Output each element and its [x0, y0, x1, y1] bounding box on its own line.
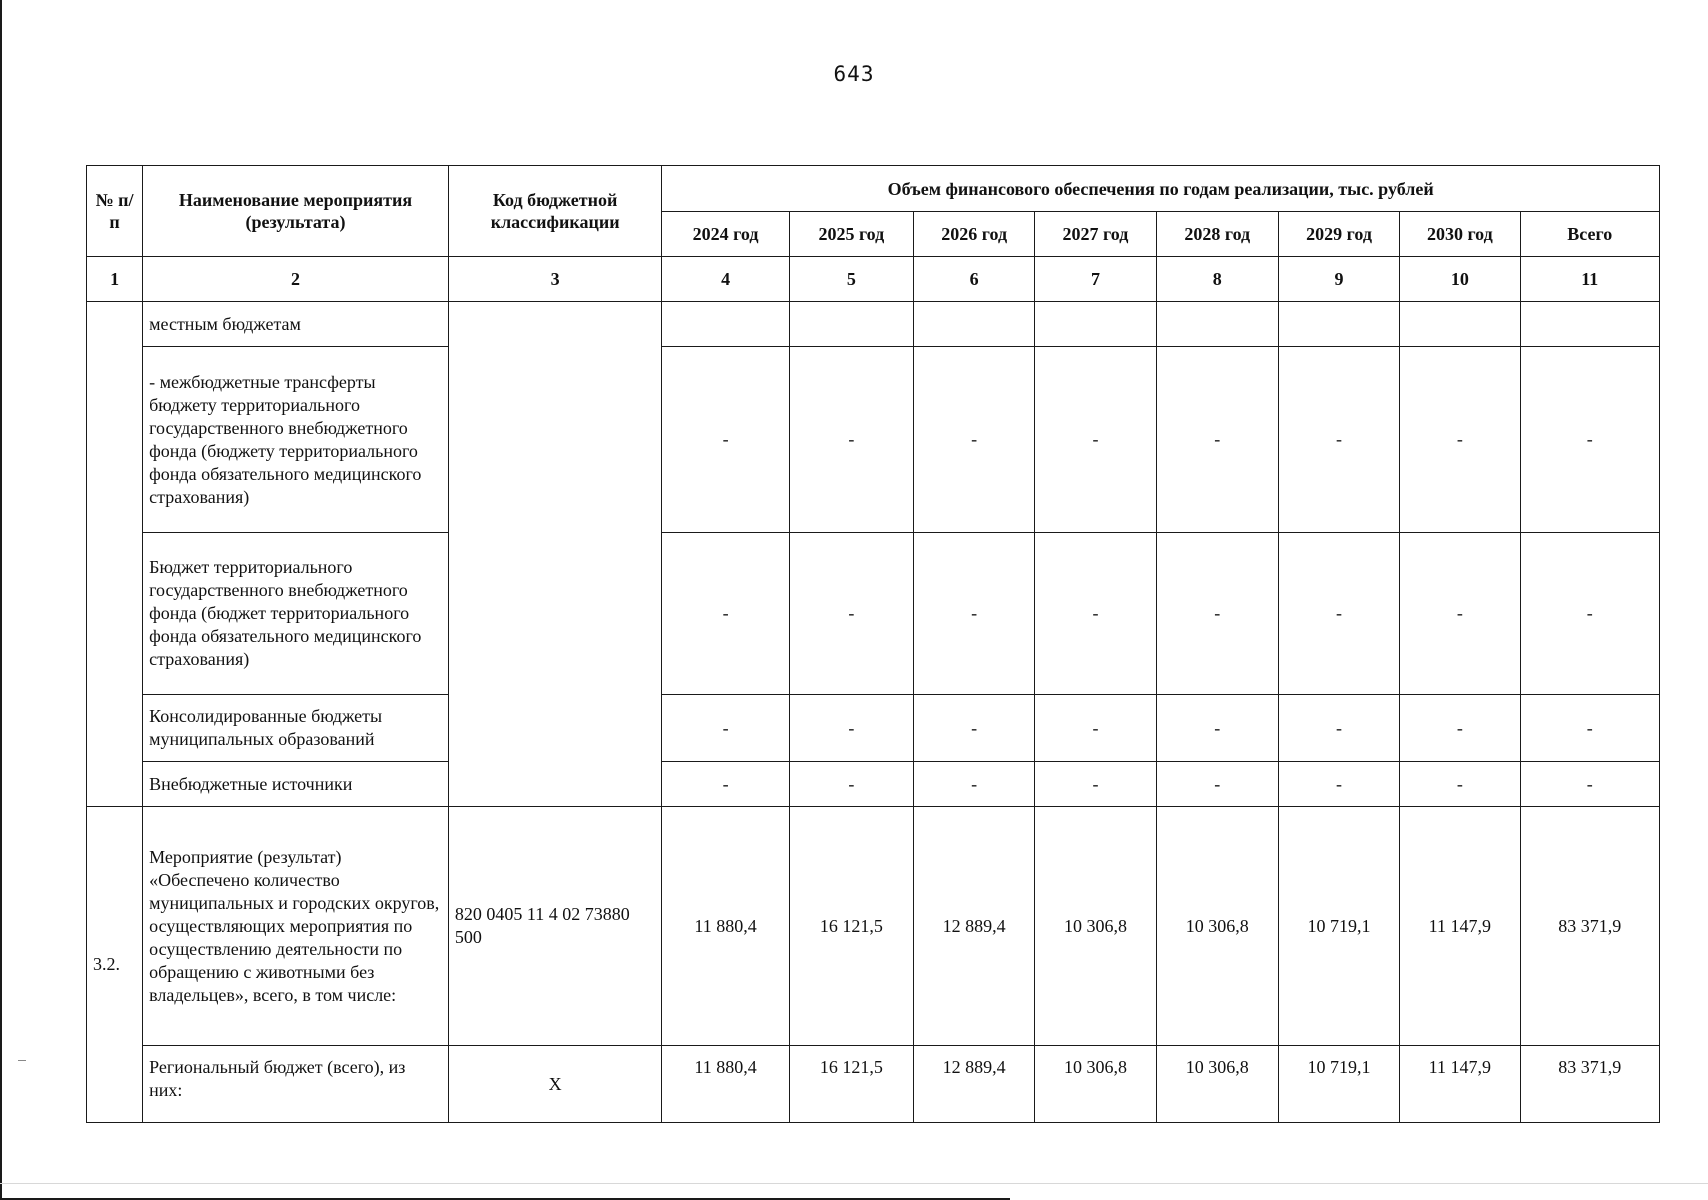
value-cell: -	[1278, 695, 1399, 762]
header-total: Всего	[1520, 212, 1660, 257]
header-year-2030: 2030 год	[1400, 212, 1520, 257]
value-cell: -	[1520, 762, 1660, 807]
value-cell	[1278, 302, 1399, 347]
column-index: 10	[1400, 257, 1520, 302]
table-row	[87, 302, 1660, 347]
row-code: 820 0405 11 4 02 73880 500	[448, 807, 662, 1046]
value-cell: -	[789, 695, 913, 762]
header-year-2029: 2029 год	[1278, 212, 1399, 257]
value-cell	[1400, 302, 1520, 347]
value-cell: -	[914, 347, 1035, 533]
value-cell: 83 371,9	[1520, 807, 1660, 1046]
value-cell	[1035, 302, 1156, 347]
header-year-2026: 2026 год	[914, 212, 1035, 257]
value-cell: -	[1035, 533, 1156, 695]
page-number: 643	[833, 62, 875, 86]
value-cell: -	[1035, 762, 1156, 807]
value-cell: 10 719,1	[1278, 807, 1399, 1046]
header-code: Код бюджетной классификации	[448, 166, 662, 257]
value-cell: 83 371,9	[1520, 1046, 1660, 1123]
value-cell: 12 889,4	[914, 1046, 1035, 1123]
budget-table	[86, 165, 1660, 1123]
column-index: 4	[662, 257, 789, 302]
header-year-2024: 2024 год	[662, 212, 789, 257]
value-cell: -	[662, 533, 789, 695]
row-code: X	[448, 1046, 662, 1123]
value-cell: -	[1400, 695, 1520, 762]
column-index: 2	[143, 257, 449, 302]
column-index: 11	[1520, 257, 1660, 302]
table-row	[87, 762, 1660, 807]
column-index: 6	[914, 257, 1035, 302]
row-name: Мероприятие (результат) «Обеспечено количество муниципальных и городских округов, осуществляющих мероприятия по осуществлению деятельности по обращению с животными без владельцев», всего, в том числе:	[143, 807, 449, 1046]
value-cell: -	[1520, 347, 1660, 533]
value-cell: -	[1278, 347, 1399, 533]
column-index: 1	[87, 257, 143, 302]
header-year-2027: 2027 год	[1035, 212, 1156, 257]
row-num: 3.2.	[87, 807, 143, 1123]
value-cell: 11 147,9	[1400, 807, 1520, 1046]
column-index-row	[87, 257, 1660, 302]
row-code-cell	[448, 302, 662, 807]
table-row	[87, 807, 1660, 1046]
value-cell: 11 880,4	[662, 1046, 789, 1123]
value-cell: 10 719,1	[1278, 1046, 1399, 1123]
value-cell: -	[914, 533, 1035, 695]
table-row	[87, 347, 1660, 533]
value-cell: -	[1156, 347, 1278, 533]
row-name: Консолидированные бюджеты муниципальных образований	[143, 695, 449, 762]
value-cell	[914, 302, 1035, 347]
value-cell	[662, 302, 789, 347]
table-row	[87, 1046, 1660, 1123]
table-row	[87, 533, 1660, 695]
value-cell: -	[1278, 533, 1399, 695]
value-cell: -	[1278, 762, 1399, 807]
row-name: местным бюджетам	[143, 302, 449, 347]
column-index: 8	[1156, 257, 1278, 302]
value-cell: -	[1400, 533, 1520, 695]
column-index: 5	[789, 257, 913, 302]
table-header-row	[87, 166, 1660, 212]
value-cell: -	[914, 695, 1035, 762]
value-cell: -	[662, 347, 789, 533]
column-index: 9	[1278, 257, 1399, 302]
value-cell: -	[789, 533, 913, 695]
row-num-cell	[87, 302, 143, 807]
value-cell: 16 121,5	[789, 807, 913, 1046]
value-cell: 11 147,9	[1400, 1046, 1520, 1123]
row-name: - межбюджетные трансферты бюджету территориального государственного внебюджетного фонда (бюджету территориального фонда обязательного медицинского страхования)	[143, 347, 449, 533]
value-cell	[789, 302, 913, 347]
header-name: Наименование мероприятия (результата)	[143, 166, 449, 257]
row-name: Региональный бюджет (всего), из них:	[143, 1046, 449, 1123]
header-num: № п/п	[87, 166, 143, 257]
column-index: 3	[448, 257, 662, 302]
value-cell: -	[662, 695, 789, 762]
value-cell: -	[1400, 347, 1520, 533]
value-cell: -	[1035, 695, 1156, 762]
value-cell: -	[662, 762, 789, 807]
value-cell: -	[1156, 695, 1278, 762]
value-cell: -	[1156, 762, 1278, 807]
table-row	[87, 695, 1660, 762]
value-cell: 11 880,4	[662, 807, 789, 1046]
value-cell	[1520, 302, 1660, 347]
value-cell: 10 306,8	[1156, 807, 1278, 1046]
value-cell: -	[1520, 695, 1660, 762]
value-cell: 12 889,4	[914, 807, 1035, 1046]
value-cell: -	[1035, 347, 1156, 533]
column-index: 7	[1035, 257, 1156, 302]
scan-edge-left	[0, 0, 2, 1200]
row-name: Внебюджетные источники	[143, 762, 449, 807]
scan-speck	[18, 1060, 26, 1061]
header-year-2028: 2028 год	[1156, 212, 1278, 257]
value-cell: -	[1520, 533, 1660, 695]
value-cell: 10 306,8	[1035, 807, 1156, 1046]
scan-edge-bottom-faint	[0, 1183, 1708, 1184]
value-cell: 10 306,8	[1035, 1046, 1156, 1123]
header-year-2025: 2025 год	[789, 212, 913, 257]
value-cell: -	[789, 762, 913, 807]
value-cell: -	[1156, 533, 1278, 695]
header-volume: Объем финансового обеспечения по годам реализации, тыс. рублей	[662, 166, 1660, 212]
value-cell: -	[1400, 762, 1520, 807]
row-name: Бюджет территориального государственного внебюджетного фонда (бюджет территориального фонда обязательного медицинского страхования)	[143, 533, 449, 695]
value-cell: 10 306,8	[1156, 1046, 1278, 1123]
value-cell: -	[914, 762, 1035, 807]
value-cell	[1156, 302, 1278, 347]
value-cell: -	[789, 347, 913, 533]
value-cell: 16 121,5	[789, 1046, 913, 1123]
